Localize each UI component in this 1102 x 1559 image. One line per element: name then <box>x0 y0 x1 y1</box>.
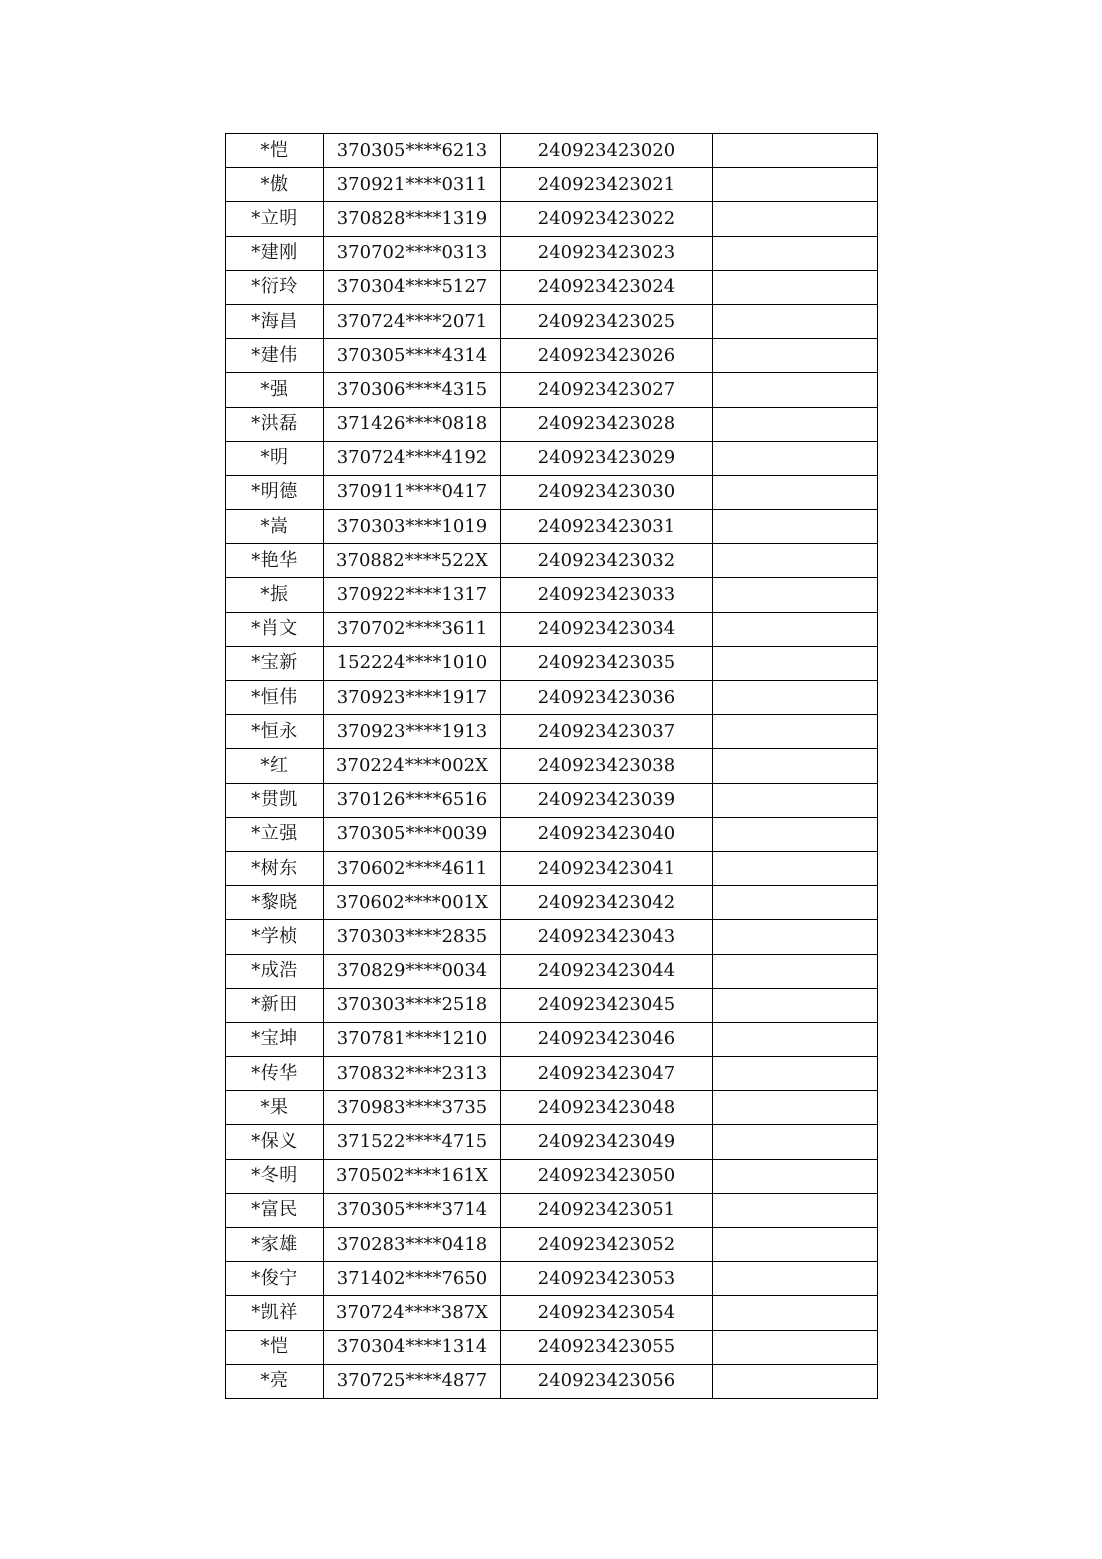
name-cell: *传华 <box>226 1057 324 1091</box>
name-cell: *家雄 <box>226 1228 324 1262</box>
table-row <box>226 1193 878 1227</box>
remark-cell <box>713 304 878 338</box>
remark-cell <box>713 510 878 544</box>
remark-cell <box>713 612 878 646</box>
table-row <box>226 920 878 954</box>
certificate-number-cell: 240923423023 <box>501 236 713 270</box>
certificate-number-cell: 240923423037 <box>501 715 713 749</box>
remark-cell <box>713 817 878 851</box>
certificate-number-cell: 240923423050 <box>501 1159 713 1193</box>
certificate-number-cell: 240923423045 <box>501 988 713 1022</box>
remark-cell <box>713 544 878 578</box>
name-cell: *贯凯 <box>226 783 324 817</box>
id-number-cell: 370602****001X <box>324 886 501 920</box>
table-row <box>226 544 878 578</box>
id-number-cell: 370828****1319 <box>324 202 501 236</box>
certificate-number-cell: 240923423049 <box>501 1125 713 1159</box>
id-number-cell: 370702****0313 <box>324 236 501 270</box>
table-row <box>226 510 878 544</box>
certificate-number-cell: 240923423056 <box>501 1364 713 1398</box>
table-row <box>226 1057 878 1091</box>
remark-cell <box>713 954 878 988</box>
roster-table-body <box>226 134 878 1399</box>
roster-table <box>225 133 878 1399</box>
remark-cell <box>713 373 878 407</box>
name-cell: *成浩 <box>226 954 324 988</box>
name-cell: *衍玲 <box>226 270 324 304</box>
certificate-number-cell: 240923423022 <box>501 202 713 236</box>
id-number-cell: 370832****2313 <box>324 1057 501 1091</box>
remark-cell <box>713 1228 878 1262</box>
certificate-number-cell: 240923423035 <box>501 646 713 680</box>
certificate-number-cell: 240923423026 <box>501 339 713 373</box>
certificate-number-cell: 240923423031 <box>501 510 713 544</box>
table-row <box>226 681 878 715</box>
certificate-number-cell: 240923423020 <box>501 134 713 168</box>
remark-cell <box>713 236 878 270</box>
table-row <box>226 236 878 270</box>
id-number-cell: 370922****1317 <box>324 578 501 612</box>
remark-cell <box>713 1296 878 1330</box>
remark-cell <box>713 783 878 817</box>
remark-cell <box>713 886 878 920</box>
name-cell: *明 <box>226 441 324 475</box>
certificate-number-cell: 240923423025 <box>501 304 713 338</box>
remark-cell <box>713 578 878 612</box>
certificate-number-cell: 240923423042 <box>501 886 713 920</box>
table-row <box>226 475 878 509</box>
certificate-number-cell: 240923423028 <box>501 407 713 441</box>
id-number-cell: 370224****002X <box>324 749 501 783</box>
remark-cell <box>713 168 878 202</box>
name-cell: *新田 <box>226 988 324 1022</box>
certificate-number-cell: 240923423032 <box>501 544 713 578</box>
table-row <box>226 270 878 304</box>
table-row <box>226 339 878 373</box>
id-number-cell: 370602****4611 <box>324 851 501 885</box>
table-row <box>226 202 878 236</box>
remark-cell <box>713 475 878 509</box>
table-row <box>226 407 878 441</box>
id-number-cell: 370829****0034 <box>324 954 501 988</box>
remark-cell <box>713 920 878 954</box>
certificate-number-cell: 240923423040 <box>501 817 713 851</box>
id-number-cell: 370983****3735 <box>324 1091 501 1125</box>
table-row <box>226 817 878 851</box>
name-cell: *洪磊 <box>226 407 324 441</box>
id-number-cell: 370303****1019 <box>324 510 501 544</box>
table-row <box>226 373 878 407</box>
remark-cell <box>713 339 878 373</box>
certificate-number-cell: 240923423036 <box>501 681 713 715</box>
name-cell: *建刚 <box>226 236 324 270</box>
remark-cell <box>713 1022 878 1056</box>
name-cell: *艳华 <box>226 544 324 578</box>
name-cell: *冬明 <box>226 1159 324 1193</box>
certificate-number-cell: 240923423046 <box>501 1022 713 1056</box>
name-cell: *凯祥 <box>226 1296 324 1330</box>
certificate-number-cell: 240923423034 <box>501 612 713 646</box>
table-row <box>226 886 878 920</box>
remark-cell <box>713 715 878 749</box>
remark-cell <box>713 270 878 304</box>
table-row <box>226 1091 878 1125</box>
table-row <box>226 783 878 817</box>
id-number-cell: 370921****0311 <box>324 168 501 202</box>
table-row <box>226 441 878 475</box>
remark-cell <box>713 1057 878 1091</box>
id-number-cell: 371402****7650 <box>324 1262 501 1296</box>
certificate-number-cell: 240923423048 <box>501 1091 713 1125</box>
remark-cell <box>713 988 878 1022</box>
name-cell: *恺 <box>226 134 324 168</box>
id-number-cell: 370303****2518 <box>324 988 501 1022</box>
certificate-number-cell: 240923423030 <box>501 475 713 509</box>
certificate-number-cell: 240923423041 <box>501 851 713 885</box>
remark-cell <box>713 681 878 715</box>
table-row <box>226 1364 878 1398</box>
id-number-cell: 370725****4877 <box>324 1364 501 1398</box>
name-cell: *恒永 <box>226 715 324 749</box>
certificate-number-cell: 240923423024 <box>501 270 713 304</box>
remark-cell <box>713 1159 878 1193</box>
table-row <box>226 646 878 680</box>
table-row <box>226 1159 878 1193</box>
name-cell: *恺 <box>226 1330 324 1364</box>
name-cell: *嵩 <box>226 510 324 544</box>
id-number-cell: 370305****4314 <box>324 339 501 373</box>
remark-cell <box>713 646 878 680</box>
table-row <box>226 578 878 612</box>
name-cell: *亮 <box>226 1364 324 1398</box>
certificate-number-cell: 240923423055 <box>501 1330 713 1364</box>
certificate-number-cell: 240923423043 <box>501 920 713 954</box>
id-number-cell: 370724****2071 <box>324 304 501 338</box>
table-row <box>226 715 878 749</box>
table-row <box>226 954 878 988</box>
certificate-number-cell: 240923423039 <box>501 783 713 817</box>
certificate-number-cell: 240923423044 <box>501 954 713 988</box>
id-number-cell: 370702****3611 <box>324 612 501 646</box>
id-number-cell: 370724****387X <box>324 1296 501 1330</box>
table-row <box>226 612 878 646</box>
certificate-number-cell: 240923423053 <box>501 1262 713 1296</box>
table-row <box>226 168 878 202</box>
certificate-number-cell: 240923423051 <box>501 1193 713 1227</box>
table-row <box>226 1125 878 1159</box>
id-number-cell: 370305****0039 <box>324 817 501 851</box>
table-row <box>226 1022 878 1056</box>
name-cell: *振 <box>226 578 324 612</box>
table-row <box>226 304 878 338</box>
id-number-cell: 370882****522X <box>324 544 501 578</box>
name-cell: *黎晓 <box>226 886 324 920</box>
name-cell: *肖文 <box>226 612 324 646</box>
id-number-cell: 371522****4715 <box>324 1125 501 1159</box>
name-cell: *宝新 <box>226 646 324 680</box>
id-number-cell: 370911****0417 <box>324 475 501 509</box>
remark-cell <box>713 1364 878 1398</box>
name-cell: *傲 <box>226 168 324 202</box>
id-number-cell: 370306****4315 <box>324 373 501 407</box>
id-number-cell: 370283****0418 <box>324 1228 501 1262</box>
name-cell: *果 <box>226 1091 324 1125</box>
certificate-number-cell: 240923423054 <box>501 1296 713 1330</box>
remark-cell <box>713 134 878 168</box>
certificate-number-cell: 240923423052 <box>501 1228 713 1262</box>
id-number-cell: 370502****161X <box>324 1159 501 1193</box>
id-number-cell: 370724****4192 <box>324 441 501 475</box>
table-row <box>226 988 878 1022</box>
name-cell: *保义 <box>226 1125 324 1159</box>
certificate-number-cell: 240923423033 <box>501 578 713 612</box>
id-number-cell: 370781****1210 <box>324 1022 501 1056</box>
id-number-cell: 370304****5127 <box>324 270 501 304</box>
table-row <box>226 1296 878 1330</box>
table-row <box>226 1262 878 1296</box>
remark-cell <box>713 1193 878 1227</box>
table-row <box>226 134 878 168</box>
name-cell: *建伟 <box>226 339 324 373</box>
certificate-number-cell: 240923423027 <box>501 373 713 407</box>
id-number-cell: 370126****6516 <box>324 783 501 817</box>
table-row <box>226 749 878 783</box>
name-cell: *海昌 <box>226 304 324 338</box>
certificate-number-cell: 240923423029 <box>501 441 713 475</box>
remark-cell <box>713 202 878 236</box>
name-cell: *明德 <box>226 475 324 509</box>
id-number-cell: 370303****2835 <box>324 920 501 954</box>
name-cell: *树东 <box>226 851 324 885</box>
id-number-cell: 370304****1314 <box>324 1330 501 1364</box>
id-number-cell: 370923****1917 <box>324 681 501 715</box>
id-number-cell: 370923****1913 <box>324 715 501 749</box>
name-cell: *立强 <box>226 817 324 851</box>
name-cell: *俊宁 <box>226 1262 324 1296</box>
remark-cell <box>713 749 878 783</box>
certificate-number-cell: 240923423021 <box>501 168 713 202</box>
table-row <box>226 1228 878 1262</box>
certificate-number-cell: 240923423038 <box>501 749 713 783</box>
id-number-cell: 370305****3714 <box>324 1193 501 1227</box>
remark-cell <box>713 1091 878 1125</box>
remark-cell <box>713 1330 878 1364</box>
remark-cell <box>713 1125 878 1159</box>
id-number-cell: 152224****1010 <box>324 646 501 680</box>
name-cell: *恒伟 <box>226 681 324 715</box>
table-row <box>226 1330 878 1364</box>
name-cell: *强 <box>226 373 324 407</box>
name-cell: *宝坤 <box>226 1022 324 1056</box>
remark-cell <box>713 441 878 475</box>
name-cell: *红 <box>226 749 324 783</box>
remark-cell <box>713 407 878 441</box>
remark-cell <box>713 851 878 885</box>
certificate-number-cell: 240923423047 <box>501 1057 713 1091</box>
id-number-cell: 371426****0818 <box>324 407 501 441</box>
remark-cell <box>713 1262 878 1296</box>
name-cell: *立明 <box>226 202 324 236</box>
name-cell: *富民 <box>226 1193 324 1227</box>
name-cell: *学桢 <box>226 920 324 954</box>
table-row <box>226 851 878 885</box>
id-number-cell: 370305****6213 <box>324 134 501 168</box>
